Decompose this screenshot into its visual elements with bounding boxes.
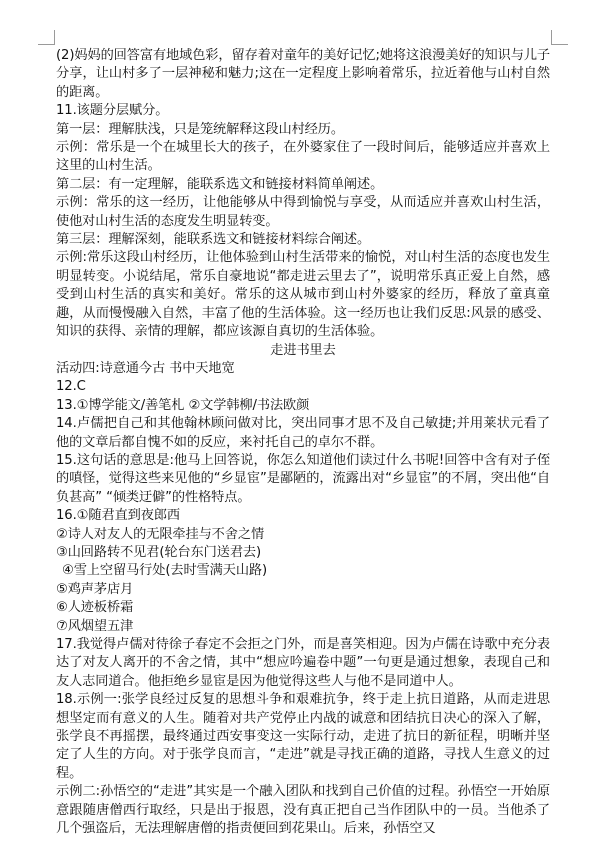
paragraph-2-answer: (2)妈妈的回答富有地域色彩，留存着对童年的美好记忆;她将这浪漫美好的知识与儿子分享，让山村多了一层神秘和魅力;这在一定程度上影响着常乐，拉近着他与山村自然的距离。 [56,48,550,100]
paragraph-q11-example1: 示例：常乐是一个在城里长大的孩子，在外婆家住了一段时间后，能够适应并喜欢上这里的山村生活。 [56,140,550,174]
paragraph-q11-level3: 第三层：理解深刻，能联系选文和链接材料综合阐述。 [56,232,371,248]
answer-q14: 14.卢儒把自己和其他翰林顾问做对比，突出同事才思不及自己敏捷;并用莱状元看了他的文章后都自愧不如的反应，来衬托自己的卓尔不群。 [56,416,550,450]
paragraph-q11-level2: 第二层：有一定理解，能联系选文和链接材料简单阐述。 [56,176,384,192]
answer-q13: 13.①博学能文/善笔札 ②文学韩柳/书法欧颜 [56,397,310,413]
paragraph-q11-level1: 第一层：理解肤浅，只是笼统解释这段山村经历。 [56,121,344,137]
answer-q16-5: ⑤鸡声茅店月 [56,581,134,597]
paragraph-q11-example2: 示例：常乐的这一经历，让他能够从中得到愉悦与享受，从而适应并喜欢山村生活，使他对山村生活的态度发生明显转变。 [56,195,550,229]
answer-q12: 12.C [56,379,86,395]
answer-q16-6: ⑥人迹板桥霜 [56,600,134,616]
crop-mark-top-right-vertical [551,30,552,45]
crop-mark-top-left-horizontal [38,44,54,45]
activity-heading: 活动四:诗意通今古 书中天地宽 [56,360,235,376]
crop-mark-top-right-horizontal [552,44,568,45]
answer-q17: 17.我觉得卢儒对待徐子春定不会拒之门外，而是喜笑相迎。因为卢儒在诗歌中充分表达了对友人离开的不舍之情，其中“想应吟遍卷中题”一句更是通过想象，表现自己和友人志同道合。他拒绝乡显宦是因为他觉得这些人与他不是同道中人。 [56,637,550,689]
answer-q15: 15.这句话的意思是:他马上回答说，你怎么知道他们读过什么书呢!回答中含有对子侄的嗔怪，觉得这些来见他的“乡显宦”是鄙陋的，流露出对“乡显宦”的不屑，突出他“自负甚高” “倾类迂僻”的性格特点。 [56,452,550,505]
document-body [56,47,550,838]
answer-q16-1: 16.①随君直到夜郎西 [56,508,181,524]
answer-q18-example1: 18.示例一:张学良经过反复的思想斗争和艰难抗争，终于走上抗日道路，从而走进思想坚定而有意义的人生。随着对共产党停止内战的诚意和团结抗日决心的深入了解，张学良不再摇摆，最终通过西安事变这一实际行动，走进了抗日的新征程，明晰并坚定了人生的方向。对于张学良而言，“走进”就是寻找正确的道路，寻找人生意义的过程。 [56,692,550,781]
crop-mark-top-left-vertical [54,30,55,45]
answer-q16-4: ④雪上空留马行处(去时雪满天山路) [62,563,268,579]
answer-q16-2: ②诗人对友人的无限牵挂与不舍之情 [56,526,265,542]
section-title: 走进书里去 [270,342,336,358]
paragraph-q11-example3: 示例:常乐这段山村经历，让他体验到山村生活带来的愉悦，对山村生活的态度也发生明显转变。小说结尾，常乐自豪地说“都走进云里去了”，说明常乐真正爱上自然，感受到山村生活的真实和美好。常乐的这从城市到山村外婆家的经历，释放了童真童趣，从而慢慢融入自然，丰富了他的生活体验。这一经历也让我们反思:风景的感受、知识的获得、亲情的理解，都应该源自真切的生活体验。 [56,250,550,340]
answer-q16-7: ⑦风烟望五津 [56,618,134,634]
paragraph-q11-heading: 11.该题分层赋分。 [56,103,169,119]
answer-q18-example2: 示例二:孙悟空的“走进”其实是一个融入团队和找到自己价值的过程。孙悟空一开始原意跟随唐僧西行取经，只是出于报恩，没有真正把自己当作团队中的一员。当他杀了几个强盗后，无法理解唐僧的指责便回到花果山。后来，孙悟空又 [56,784,550,837]
answer-q16-3: ③山回路转不见君(轮台东门送君去) [56,544,262,560]
